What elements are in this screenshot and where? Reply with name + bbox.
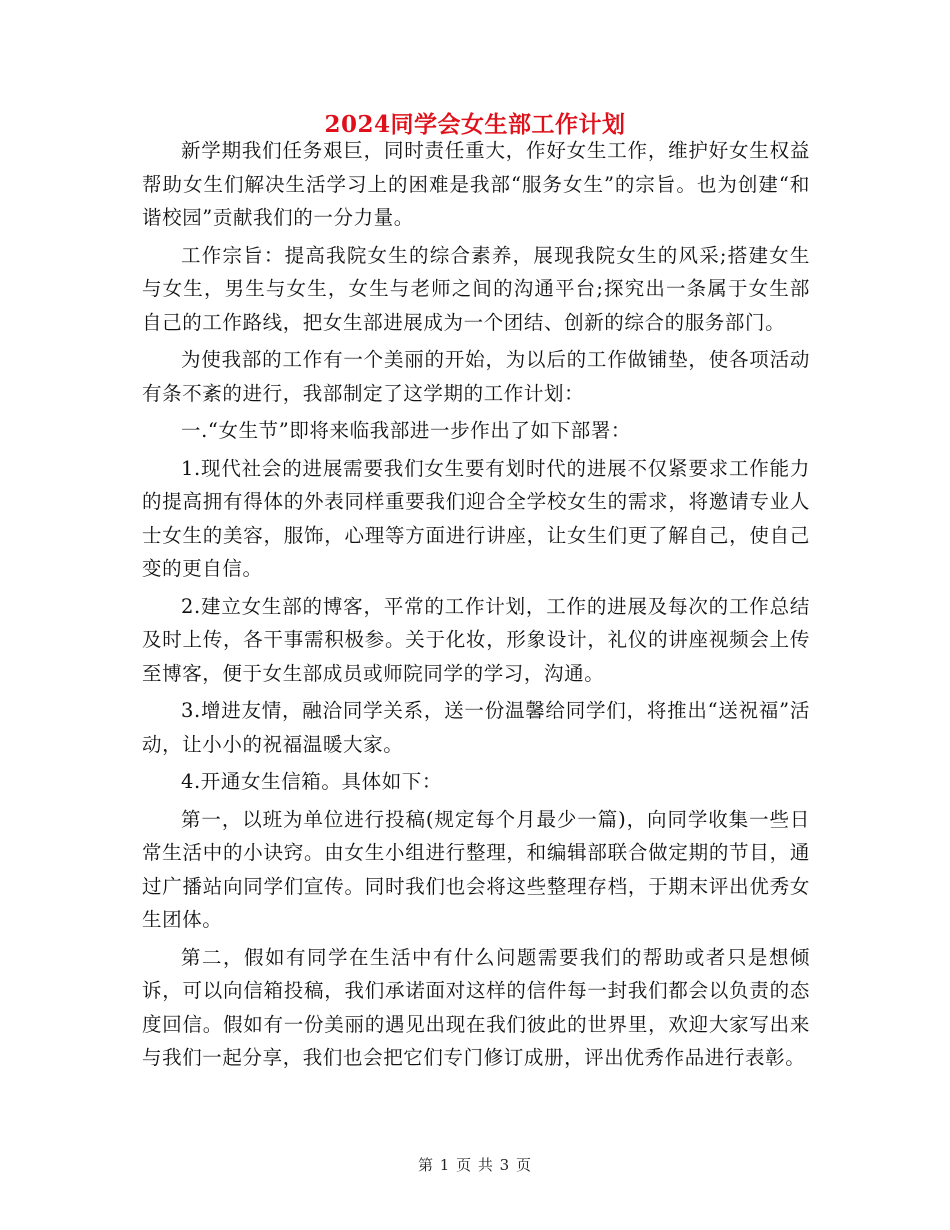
paragraph-8: 4.开通女生信箱。具体如下： (181, 770, 443, 793)
document-title: 2024同学会女生部工作计划 (324, 111, 626, 138)
paragraph-2: 工作宗旨：提高我院女生的综合素养，展现我院女生的风采;搭建女生与女生，男生与女生，女生与老师之间的沟通平台;探究出一条属于女生部自己的工作路线，把女生部进展成为一个团结、创新的综合的服务部门。 (142, 243, 810, 334)
paragraph-9: 第一，以班为单位进行投稿(规定每个月最少一篇)，向同学收集一些日常生活中的小诀窍。由女生小组进行整理，和编辑部联合做定期的节目，通过广播站向同学们宣传。同时我们也会将这些整理存档，于期末评出优秀女生团体。 (142, 807, 810, 931)
paragraph-3: 为使我部的工作有一个美丽的开始，为以后的工作做铺垫，使各项活动有条不紊的进行，我部制定了这学期的工作计划： (142, 348, 810, 405)
paragraph-10: 第二，假如有同学在生活中有什么问题需要我们的帮助或者只是想倾诉，可以向信箱投稿，我们承诺面对这样的信件每一封我们都会以负责的态度回信。假如有一份美丽的遇见出现在我们彼此的世界里，欢迎大家写出来与我们一起分享，我们也会把它们专门修订成册，评出优秀作品进行表彰。 (142, 945, 810, 1069)
paragraph-5: 1.现代社会的进展需要我们女生要有划时代的进展不仅紧要求工作能力的提高拥有得体的外表同样重要我们迎合全学校女生的需求，将邀请专业人士女生的美容，服饰，心理等方面进行讲座，让女生们更了解自己，使自己变的更自信。 (142, 456, 810, 580)
paragraph-7: 3.增进友情，融洽同学关系，送一份温馨给同学们，将推出“送祝福”活动，让小小的祝福温暖大家。 (142, 699, 810, 756)
document-body (142, 134, 810, 1079)
paragraph-4: 一.“女生节”即将来临我部进一步作出了如下部署： (181, 419, 632, 442)
page-footer: 第 1 页 共 3 页 (418, 1156, 532, 1174)
paragraph-6: 2.建立女生部的博客，平常的工作计划，工作的进展及每次的工作总结及时上传，各干事需积极参。关于化妆，形象设计，礼仪的讲座视频会上传至博客，便于女生部成员或师院同学的学习，沟通。 (142, 594, 810, 685)
paragraph-1: 新学期我们任务艰巨，同时责任重大，作好女生工作，维护好女生权益帮助女生们解决生活学习上的困难是我部“服务女生”的宗旨。也为创建“和谐校园”贡献我们的一分力量。 (142, 139, 810, 229)
